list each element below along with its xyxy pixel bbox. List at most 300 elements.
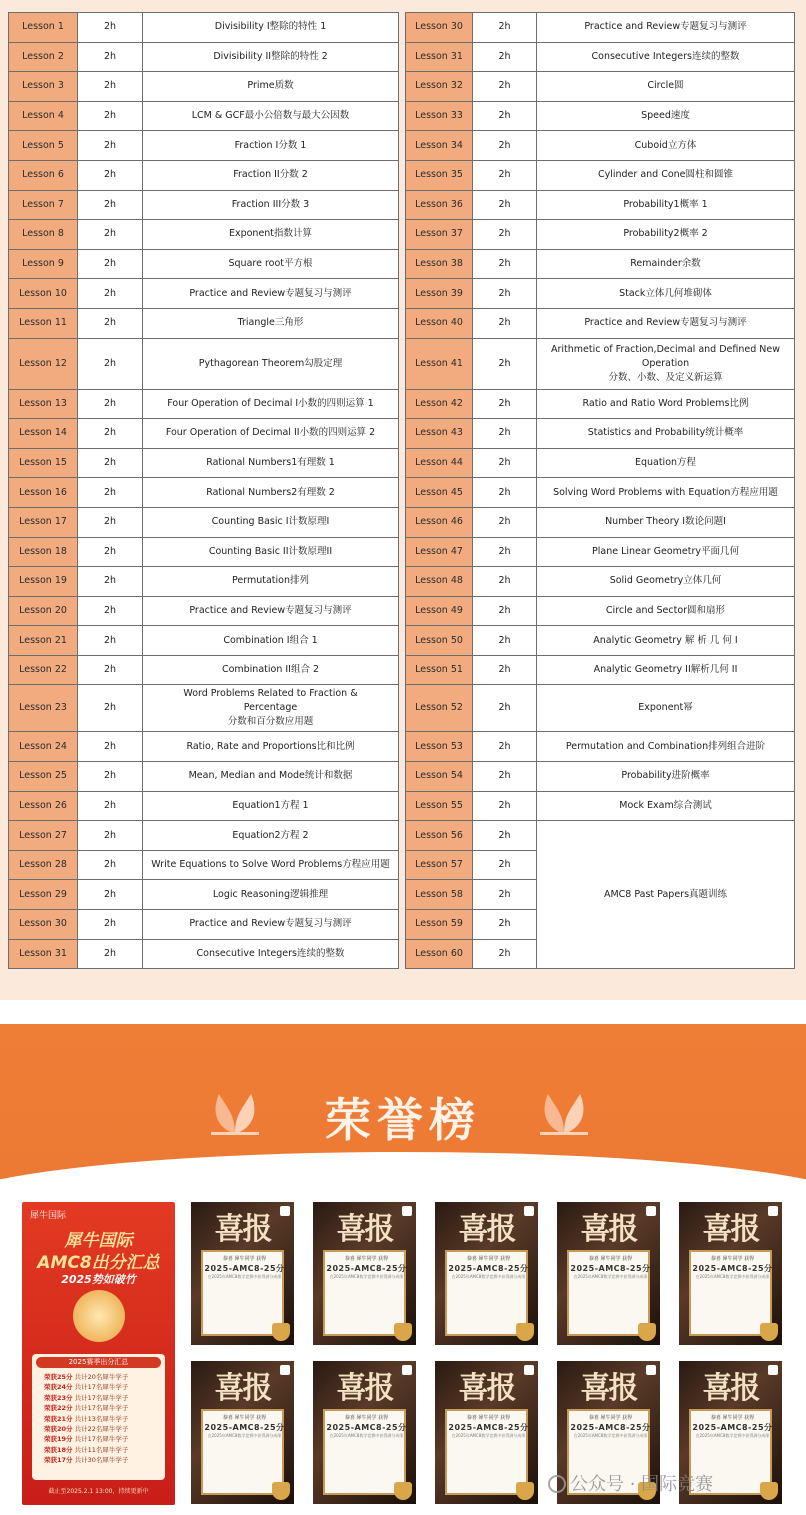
lesson-number: Lesson 25 xyxy=(9,762,78,792)
lesson-hours: 2h xyxy=(78,279,143,309)
column-gap xyxy=(399,338,406,389)
lesson-topic: Word Problems Related to Fraction & Percentage 分数和百分数应用题 xyxy=(143,685,399,732)
column-gap xyxy=(399,448,406,478)
lesson-hours: 2h xyxy=(473,655,537,685)
congrats-card xyxy=(435,1202,538,1345)
table-row xyxy=(9,13,795,43)
lesson-number: Lesson 54 xyxy=(406,762,473,792)
score-row: 荣获24分 共计17名犀牛学子 xyxy=(44,1383,129,1392)
lesson-hours: 2h xyxy=(78,596,143,626)
lesson-topic: Probability2概率 2 xyxy=(537,220,795,250)
card-paper xyxy=(689,1250,772,1336)
lesson-topic: Consecutive Integers连续的整数 xyxy=(143,939,399,969)
score-row: 荣获18分 共计11名犀牛学子 xyxy=(44,1445,129,1454)
lesson-topic: Rational Numbers1有理数 1 xyxy=(143,448,399,478)
trophy-icon xyxy=(516,1482,534,1500)
lesson-number: Lesson 39 xyxy=(406,279,473,309)
lesson-topic: Prime质数 xyxy=(143,72,399,102)
lesson-topic: Analytic Geometry II解析几何 II xyxy=(537,655,795,685)
column-gap xyxy=(399,249,406,279)
lesson-hours: 2h xyxy=(78,880,143,910)
lesson-hours: 2h xyxy=(78,190,143,220)
lesson-topic: Solving Word Problems with Equation方程应用题 xyxy=(537,478,795,508)
trophy-icon xyxy=(760,1482,778,1500)
table-row xyxy=(9,419,795,449)
table-row xyxy=(9,537,795,567)
lesson-hours: 2h xyxy=(473,389,537,419)
lesson-number: Lesson 33 xyxy=(406,101,473,131)
card-score: 2025-AMC8-25分 xyxy=(692,1423,773,1432)
lesson-number: Lesson 41 xyxy=(406,338,473,389)
lesson-hours: 2h xyxy=(78,821,143,851)
lesson-number: Lesson 46 xyxy=(406,507,473,537)
column-gap xyxy=(399,762,406,792)
lesson-hours: 2h xyxy=(78,308,143,338)
lesson-hours: 2h xyxy=(473,448,537,478)
lesson-hours: 2h xyxy=(473,220,537,250)
lesson-number: Lesson 29 xyxy=(9,880,78,910)
card-sub: 恭喜 犀牛同学 获得 xyxy=(466,1256,511,1262)
card-text: 在2025年AMC8数学竞赛中获得满分成绩 xyxy=(573,1274,648,1279)
lesson-hours: 2h xyxy=(473,131,537,161)
lesson-topic: Circle圆 xyxy=(537,72,795,102)
lesson-topic: Fraction II分数 2 xyxy=(143,160,399,190)
table-row xyxy=(9,389,795,419)
lesson-hours: 2h xyxy=(78,249,143,279)
trophy-icon xyxy=(638,1323,656,1341)
lesson-hours: 2h xyxy=(473,308,537,338)
table-row xyxy=(9,732,795,762)
lesson-topic: Cylinder and Cone圆柱和圆锥 xyxy=(537,160,795,190)
lesson-number: Lesson 9 xyxy=(9,249,78,279)
poster-title-line1: 犀牛国际 xyxy=(64,1231,133,1251)
lesson-number: Lesson 43 xyxy=(406,419,473,449)
lesson-hours: 2h xyxy=(473,279,537,309)
lesson-hours: 2h xyxy=(78,42,143,72)
lesson-number: Lesson 53 xyxy=(406,732,473,762)
lesson-number: Lesson 24 xyxy=(9,732,78,762)
lesson-number: Lesson 10 xyxy=(9,279,78,309)
lesson-number: Lesson 36 xyxy=(406,190,473,220)
poster-subtitle: 2025势如破竹 xyxy=(61,1273,136,1286)
lesson-hours: 2h xyxy=(473,72,537,102)
column-gap xyxy=(399,910,406,940)
lesson-number: Lesson 34 xyxy=(406,131,473,161)
congrats-card xyxy=(557,1202,660,1345)
column-gap xyxy=(399,190,406,220)
lesson-number: Lesson 50 xyxy=(406,626,473,656)
card-text: 在2025年AMC8数学竞赛中获得满分成绩 xyxy=(695,1433,770,1438)
poster-panel-title: 2025赛季出分汇总 xyxy=(36,1357,161,1368)
lesson-hours: 2h xyxy=(473,626,537,656)
card-paper xyxy=(445,1409,528,1495)
honor-title: 荣誉榜 xyxy=(325,1093,481,1147)
trophy-icon xyxy=(272,1323,290,1341)
lesson-hours: 2h xyxy=(473,419,537,449)
table-row xyxy=(9,101,795,131)
lesson-number: Lesson 19 xyxy=(9,567,78,597)
lesson-topic: Ratio and Ratio Word Problems比例 xyxy=(537,389,795,419)
card-headline: 喜报 xyxy=(214,1212,271,1247)
lesson-hours: 2h xyxy=(473,880,537,910)
column-gap xyxy=(399,791,406,821)
lesson-hours: 2h xyxy=(473,42,537,72)
lesson-topic: Exponent幂 xyxy=(537,685,795,732)
lesson-number: Lesson 13 xyxy=(9,389,78,419)
table-row xyxy=(9,249,795,279)
lesson-hours: 2h xyxy=(78,160,143,190)
card-sub: 恭喜 犀牛同学 获得 xyxy=(588,1415,633,1421)
lesson-hours: 2h xyxy=(78,507,143,537)
lesson-hours: 2h xyxy=(78,448,143,478)
lesson-number: Lesson 42 xyxy=(406,389,473,419)
lesson-number: Lesson 17 xyxy=(9,507,78,537)
lesson-topic: Equation1方程 1 xyxy=(143,791,399,821)
lesson-hours: 2h xyxy=(78,685,143,732)
lesson-topic: Counting Basic I计数原理I xyxy=(143,507,399,537)
lesson-topic: Analytic Geometry 解 析 几 何 I xyxy=(537,626,795,656)
score-row: 荣获22分 共计17名犀牛学子 xyxy=(44,1404,129,1413)
lesson-number: Lesson 20 xyxy=(9,596,78,626)
card-sub: 恭喜 犀牛同学 获得 xyxy=(588,1256,633,1262)
lesson-topic: Counting Basic II计数原理II xyxy=(143,537,399,567)
card-headline: 喜报 xyxy=(702,1371,759,1406)
lesson-topic: Logic Reasoning逻辑推理 xyxy=(143,880,399,910)
lesson-topic: Plane Linear Geometry平面几何 xyxy=(537,537,795,567)
summary-poster xyxy=(22,1202,175,1505)
lesson-number: Lesson 31 xyxy=(9,939,78,969)
card-score: 2025-AMC8-25分 xyxy=(692,1264,773,1273)
card-sub: 恭喜 犀牛同学 获得 xyxy=(466,1415,511,1421)
congrats-card xyxy=(191,1202,294,1345)
lesson-topic: Triangle三角形 xyxy=(143,308,399,338)
lesson-hours: 2h xyxy=(78,338,143,389)
column-gap xyxy=(399,220,406,250)
card-score: 2025-AMC8-25分 xyxy=(570,1423,651,1432)
card-sub: 恭喜 犀牛同学 获得 xyxy=(222,1256,267,1262)
lesson-hours: 2h xyxy=(473,596,537,626)
table-row xyxy=(9,626,795,656)
lesson-number: Lesson 22 xyxy=(9,655,78,685)
lesson-hours: 2h xyxy=(473,249,537,279)
column-gap xyxy=(399,478,406,508)
lesson-topic: Ratio, Rate and Proportions比和比例 xyxy=(143,732,399,762)
lesson-number: Lesson 5 xyxy=(9,131,78,161)
lesson-number: Lesson 32 xyxy=(406,72,473,102)
lesson-number: Lesson 23 xyxy=(9,685,78,732)
card-paper xyxy=(323,1250,406,1336)
column-gap xyxy=(399,626,406,656)
lesson-hours: 2h xyxy=(78,478,143,508)
watermark: 公众号 · 国际竞赛 xyxy=(548,1470,713,1496)
card-headline: 喜报 xyxy=(702,1212,759,1247)
lesson-topic: Remainder余数 xyxy=(537,249,795,279)
lesson-topic: Number Theory I数论问题I xyxy=(537,507,795,537)
card-score: 2025-AMC8-25分 xyxy=(204,1264,285,1273)
lesson-topic: Square root平方根 xyxy=(143,249,399,279)
lesson-hours: 2h xyxy=(78,220,143,250)
card-headline: 喜报 xyxy=(214,1371,271,1406)
table-row xyxy=(9,596,795,626)
card-score: 2025-AMC8-25分 xyxy=(448,1423,529,1432)
lesson-topic: Combination II组合 2 xyxy=(143,655,399,685)
trophy-icon xyxy=(272,1482,290,1500)
lesson-hours: 2h xyxy=(78,567,143,597)
column-gap xyxy=(399,507,406,537)
lesson-hours: 2h xyxy=(78,419,143,449)
column-gap xyxy=(399,685,406,732)
column-gap xyxy=(399,850,406,880)
card-sub: 恭喜 犀牛同学 获得 xyxy=(710,1256,755,1262)
table-row xyxy=(9,762,795,792)
card-sub: 恭喜 犀牛同学 获得 xyxy=(222,1415,267,1421)
score-row: 荣获23分 共计17名犀牛学子 xyxy=(44,1393,129,1402)
lesson-number: Lesson 55 xyxy=(406,791,473,821)
lesson-hours: 2h xyxy=(473,338,537,389)
table-row xyxy=(9,791,795,821)
lesson-topic: Practice and Review专题复习与测评 xyxy=(537,308,795,338)
lesson-number: Lesson 16 xyxy=(9,478,78,508)
table-row xyxy=(9,190,795,220)
score-row: 荣获17分 共计30名犀牛学子 xyxy=(44,1456,129,1465)
table-row xyxy=(9,220,795,250)
table-row xyxy=(9,507,795,537)
table-row xyxy=(9,131,795,161)
table-row xyxy=(9,308,795,338)
table-row xyxy=(9,72,795,102)
lesson-hours: 2h xyxy=(473,762,537,792)
lesson-topic: Exponent指数计算 xyxy=(143,220,399,250)
lesson-hours: 2h xyxy=(78,732,143,762)
lesson-number: Lesson 51 xyxy=(406,655,473,685)
lesson-hours: 2h xyxy=(78,626,143,656)
table-row xyxy=(9,567,795,597)
column-gap xyxy=(399,72,406,102)
lesson-hours: 2h xyxy=(473,190,537,220)
lesson-hours: 2h xyxy=(78,910,143,940)
card-sub: 恭喜 犀牛同学 获得 xyxy=(344,1415,389,1421)
column-gap xyxy=(399,655,406,685)
lesson-hours: 2h xyxy=(473,160,537,190)
lesson-hours: 2h xyxy=(78,655,143,685)
card-headline: 喜报 xyxy=(580,1371,637,1406)
lesson-number: Lesson 6 xyxy=(9,160,78,190)
trophy-icon xyxy=(73,1290,125,1342)
wechat-icon xyxy=(548,1475,566,1493)
congrats-card xyxy=(313,1361,416,1504)
lesson-number: Lesson 37 xyxy=(406,220,473,250)
lesson-hours: 2h xyxy=(473,821,537,851)
lesson-number: Lesson 44 xyxy=(406,448,473,478)
lesson-topic: Fraction III分数 3 xyxy=(143,190,399,220)
lesson-number: Lesson 45 xyxy=(406,478,473,508)
column-gap xyxy=(399,880,406,910)
lesson-hours: 2h xyxy=(78,72,143,102)
lesson-hours: 2h xyxy=(78,13,143,43)
lesson-hours: 2h xyxy=(473,732,537,762)
table-row xyxy=(9,448,795,478)
poster-title-line2: AMC8出分汇总 xyxy=(37,1253,160,1273)
card-headline: 喜报 xyxy=(580,1212,637,1247)
lesson-number: Lesson 30 xyxy=(406,13,473,43)
card-score: 2025-AMC8-25分 xyxy=(326,1423,407,1432)
lesson-topic: Probability1概率 1 xyxy=(537,190,795,220)
lesson-hours: 2h xyxy=(473,567,537,597)
lesson-topic: Divisibility II整除的特性 2 xyxy=(143,42,399,72)
lesson-number: Lesson 48 xyxy=(406,567,473,597)
lesson-topic: Consecutive Integers连续的整数 xyxy=(537,42,795,72)
lesson-number: Lesson 56 xyxy=(406,821,473,851)
lesson-topic: Statistics and Probability统计概率 xyxy=(537,419,795,449)
lesson-topic: Probability进阶概率 xyxy=(537,762,795,792)
lesson-hours: 2h xyxy=(473,850,537,880)
lesson-hours: 2h xyxy=(473,537,537,567)
lesson-number: Lesson 27 xyxy=(9,821,78,851)
lesson-number: Lesson 49 xyxy=(406,596,473,626)
trophy-icon xyxy=(394,1482,412,1500)
lesson-topic: Rational Numbers2有理数 2 xyxy=(143,478,399,508)
column-gap xyxy=(399,160,406,190)
lesson-hours: 2h xyxy=(78,762,143,792)
lesson-hours: 2h xyxy=(473,101,537,131)
lesson-topic: Practice and Review专题复习与测评 xyxy=(143,596,399,626)
lesson-hours: 2h xyxy=(78,537,143,567)
card-paper xyxy=(445,1250,528,1336)
lesson-topic: Fraction I分数 1 xyxy=(143,131,399,161)
lesson-number: Lesson 57 xyxy=(406,850,473,880)
lesson-hours: 2h xyxy=(78,389,143,419)
lesson-number: Lesson 14 xyxy=(9,419,78,449)
lesson-hours: 2h xyxy=(473,939,537,969)
lesson-hours: 2h xyxy=(78,791,143,821)
column-gap xyxy=(399,308,406,338)
lesson-number: Lesson 26 xyxy=(9,791,78,821)
column-gap xyxy=(399,732,406,762)
lesson-number: Lesson 15 xyxy=(9,448,78,478)
lesson-topic: Speed速度 xyxy=(537,101,795,131)
lesson-hours: 2h xyxy=(473,478,537,508)
column-gap xyxy=(399,13,406,43)
column-gap xyxy=(399,389,406,419)
lesson-topic: Divisibility I整除的特性 1 xyxy=(143,13,399,43)
card-headline: 喜报 xyxy=(336,1212,393,1247)
card-text: 在2025年AMC8数学竞赛中获得满分成绩 xyxy=(451,1274,526,1279)
lesson-topic: Combination I组合 1 xyxy=(143,626,399,656)
card-paper xyxy=(323,1409,406,1495)
column-gap xyxy=(399,596,406,626)
table-row xyxy=(9,478,795,508)
lesson-number: Lesson 1 xyxy=(9,13,78,43)
card-score: 2025-AMC8-25分 xyxy=(326,1264,407,1273)
congrats-card xyxy=(191,1361,294,1504)
column-gap xyxy=(399,537,406,567)
lesson-number: Lesson 58 xyxy=(406,880,473,910)
lesson-hours: 2h xyxy=(473,507,537,537)
card-paper xyxy=(567,1250,650,1336)
lesson-number: Lesson 21 xyxy=(9,626,78,656)
lesson-number: Lesson 52 xyxy=(406,685,473,732)
lesson-topic: Practice and Review专题复习与测评 xyxy=(143,279,399,309)
lesson-topic: Equation2方程 2 xyxy=(143,821,399,851)
card-text: 在2025年AMC8数学竞赛中获得满分成绩 xyxy=(573,1433,648,1438)
lesson-topic: Mean, Median and Mode统计和数据 xyxy=(143,762,399,792)
merged-topic: AMC8 Past Papers真题训练 xyxy=(537,821,795,969)
lesson-hours: 2h xyxy=(473,13,537,43)
lesson-schedule-table xyxy=(8,12,795,969)
card-headline: 喜报 xyxy=(336,1371,393,1406)
score-row: 荣获21分 共计13名犀牛学子 xyxy=(44,1414,129,1423)
lesson-number: Lesson 47 xyxy=(406,537,473,567)
card-text: 在2025年AMC8数学竞赛中获得满分成绩 xyxy=(207,1274,282,1279)
congrats-card xyxy=(679,1202,782,1345)
card-paper xyxy=(201,1409,284,1495)
column-gap xyxy=(399,419,406,449)
lesson-topic: Circle and Sector圆和扇形 xyxy=(537,596,795,626)
card-sub: 恭喜 犀牛同学 获得 xyxy=(344,1256,389,1262)
lesson-topic: Permutation排列 xyxy=(143,567,399,597)
card-paper xyxy=(201,1250,284,1336)
column-gap xyxy=(399,939,406,969)
table-row xyxy=(9,655,795,685)
lesson-number: Lesson 59 xyxy=(406,910,473,940)
score-row: 荣获20分 共计22名犀牛学子 xyxy=(44,1425,129,1434)
lesson-number: Lesson 38 xyxy=(406,249,473,279)
lesson-hours: 2h xyxy=(473,685,537,732)
lesson-number: Lesson 28 xyxy=(9,850,78,880)
card-headline: 喜报 xyxy=(458,1212,515,1247)
card-score: 2025-AMC8-25分 xyxy=(448,1264,529,1273)
congrats-card xyxy=(313,1202,416,1345)
lesson-topic: Pythagorean Theorem勾股定理 xyxy=(143,338,399,389)
lesson-topic: Stack立体几何堆砌体 xyxy=(537,279,795,309)
trophy-icon xyxy=(516,1323,534,1341)
lesson-number: Lesson 18 xyxy=(9,537,78,567)
lesson-number: Lesson 12 xyxy=(9,338,78,389)
congrats-card xyxy=(435,1361,538,1504)
lesson-number: Lesson 7 xyxy=(9,190,78,220)
table-row xyxy=(9,338,795,389)
lesson-hours: 2h xyxy=(78,850,143,880)
card-score: 2025-AMC8-25分 xyxy=(204,1423,285,1432)
score-row: 荣获25分 共计20名犀牛学子 xyxy=(44,1373,129,1381)
lesson-number: Lesson 30 xyxy=(9,910,78,940)
card-text: 在2025年AMC8数学竞赛中获得满分成绩 xyxy=(329,1433,404,1438)
lesson-topic: Solid Geometry立体几何 xyxy=(537,567,795,597)
poster-brand: 犀牛国际 xyxy=(30,1211,67,1221)
lesson-number: Lesson 40 xyxy=(406,308,473,338)
lesson-number: Lesson 8 xyxy=(9,220,78,250)
lesson-number: Lesson 35 xyxy=(406,160,473,190)
lesson-hours: 2h xyxy=(78,131,143,161)
lesson-topic: Cuboid立方体 xyxy=(537,131,795,161)
score-row: 荣获19分 共计17名犀牛学子 xyxy=(44,1435,129,1444)
lesson-number: Lesson 11 xyxy=(9,308,78,338)
card-sub: 恭喜 犀牛同学 获得 xyxy=(710,1415,755,1421)
lesson-number: Lesson 4 xyxy=(9,101,78,131)
poster-footer: 截止至2025.2.1 13:00，持续更新中 xyxy=(48,1488,149,1495)
card-headline: 喜报 xyxy=(458,1371,515,1406)
lesson-hours: 2h xyxy=(473,910,537,940)
table-row xyxy=(9,279,795,309)
lesson-topic: Mock Exam综合测试 xyxy=(537,791,795,821)
card-text: 在2025年AMC8数学竞赛中获得满分成绩 xyxy=(207,1433,282,1438)
trophy-icon xyxy=(760,1323,778,1341)
lesson-topic: Practice and Review专题复习与测评 xyxy=(537,13,795,43)
table-row xyxy=(9,160,795,190)
card-text: 在2025年AMC8数学竞赛中获得满分成绩 xyxy=(695,1274,770,1279)
lesson-topic: Permutation and Combination排列组合进阶 xyxy=(537,732,795,762)
lesson-hours: 2h xyxy=(78,101,143,131)
